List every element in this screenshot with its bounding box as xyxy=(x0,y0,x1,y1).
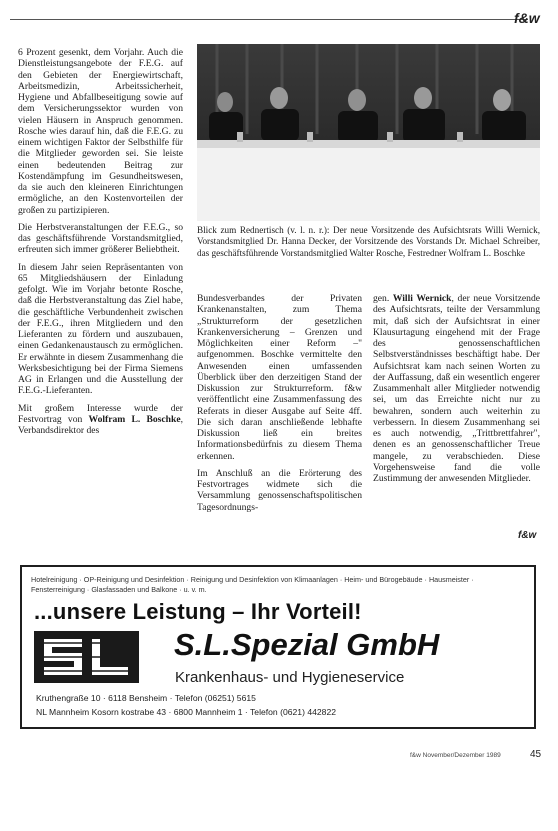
col2-paragraph-1: Bundesverbandes der Privaten Krankenanstalten, zum Thema „Strukturreform der gesetzlichen Krankenversicherung – Grenzen und Möglichkeiten einer Reform –" aufgenommen. Boschke vermittelte den Anwesenden einen umfassenden Überblick über den derzeitigen Stand der Diskussion zur Strukturreform. f&w veröffentlicht eine Zusammenfassung des Referats in dieser Ausgabe auf Seite 4ff. Die sich daran anschließende lebhafte Diskussion ließ ein breites Informationsbedürfnis zu diesem Thema erkennen. xyxy=(197,293,362,462)
sl-logo-mark xyxy=(34,631,139,683)
column-2 xyxy=(197,293,362,545)
sl-logo-icon xyxy=(34,631,139,683)
ad-address-1: Kruthengraße 10 · 6118 Bensheim · Telefon (06251) 5615 xyxy=(36,693,256,703)
col1-paragraph-2: Die Herbstveranstaltungen der F.E.G., so das geschäftsführende Vorstandsmitglied, erfreuten sich immer größerer Beliebtheit. xyxy=(18,221,183,256)
speakers-photo xyxy=(197,44,540,221)
col2-paragraph-2: Im Anschluß an die Erörterung des Festvortrages widmete sich die Versammlung genossenschaftspolitischen Tagesordnungs- xyxy=(197,467,362,513)
header-rule xyxy=(10,19,528,20)
photo-caption: Blick zum Rednertisch (v. l. n. r.): Der neue Vorsitzende des Aufsichtsrats Willi Wernick, Vorstandsmitglied Dr. Hanna Decker, der Vorsitzende des Vorstands Dr. Michael Schreiber, das geschäftsführende Vorstandsmitglied Walter Rosche, Festredner Wolfram L. Boschke xyxy=(197,225,540,258)
page-number: 45 xyxy=(530,749,542,760)
ad-company-name: S.L.Spezial GmbH xyxy=(174,627,440,662)
photo-illustration xyxy=(197,44,540,221)
col1-paragraph-3: In diesem Jahr seien Repräsentanten von 65 Mitgliedshäusern der Einladung gefolgt. Wie im Vorjahr betonte Rosche, daß die Herbstveranstaltung das Ziel habe, die geschäftliche Verbundenheit zwischen der F.E.G., ihren Mitgliedern und den Lieferanten zu fördern und auszubauen, einen Gedankenaustausch zu ermöglichen. Er erwähnte in diesem Zusammenhang die Werksbesichtigung bei der Firma Siemens AG in Erlangen und die Ausstellung der F.E.G.-Lieferanten. xyxy=(18,261,183,397)
col1-paragraph-1: 6 Prozent gesenkt, dem Vorjahr. Auch die Dienstleistungsangebote der F.E.G. auf den Gebieten der Energiewirtschaft, Arbeitsmedizin, Arbeitssicherheit, Hygiene und Abfallbeseitigung sowie auf dem Versicherungssektor wurden von vielen Häusern in Anspruch genommen. Rosche wies darauf hin, daß die F.E.G. zu einem wichtigen Faktor der Selbsthilfe für die Mitglieder geworden sei. Sie leiste einen bedeutenden Beitrag zur Kostendämpfung im Gesundheitswesen, da sie auch den kleineren Einrichtungen ermögliche, an den Kostenvorteilen der großen zu partizipieren. xyxy=(18,47,183,216)
col3-paragraph-1: gen. Willi Wernick, der neue Vorsitzende des Aufsichtsrats, teilte der Versammlung mit, daß sich der Aufsichtsrat in einer Klausurtagung eingehend mit der Frage des genossenschaftlichen Selbstverständnisses beschäftigt habe. Der Aufsichtsrat kam nach seinen Worten zu der Auffassung, daß ein wesentlich engerer Zusammenhalt aller Mitglieder notwendig sei, um das Erreichte nicht nur zu bewahren, sondern auch weiterhin zu verbessern. In diesem Zusammenhang sei es auch notwendig, „Trittbrettfahrer", denen es an genossenschaftlicher Treue mangele, zu verabschieden. Diese Vorgehensweise fand die volle Zustimmung der anwesenden Mitglieder. xyxy=(373,293,540,484)
column-1 xyxy=(18,47,183,545)
ad-subtitle: Krankenhaus- und Hygieneservice xyxy=(175,669,405,686)
header-logo: f&w xyxy=(514,10,540,26)
col1-paragraph-4: Mit großem Interesse wurde der Festvortrag von Wolfram L. Boschke, Verbandsdirektor des xyxy=(18,402,183,436)
ad-slogan: ...unsere Leistung – Ihr Vorteil! xyxy=(34,599,362,624)
advertisement-box xyxy=(20,565,536,729)
article-end-logo: f&w xyxy=(518,530,537,541)
ad-address-2: NL Mannheim Kosorn kostrabe 43 · 6800 Mannheim 1 · Telefon (0621) 442822 xyxy=(36,707,337,717)
footer-issue: f&w November/Dezember 1989 xyxy=(410,752,501,759)
column-3 xyxy=(373,293,540,539)
ad-service-list: Hotelreinigung · OP-Reinigung und Desinfektion · Reinigung und Desinfektion von Klimaanlagen · Heim- und Bürogebäude · Hausmeister · Fensterreinigung · Glasfassaden und Balkone · u. v. m. xyxy=(31,575,474,594)
